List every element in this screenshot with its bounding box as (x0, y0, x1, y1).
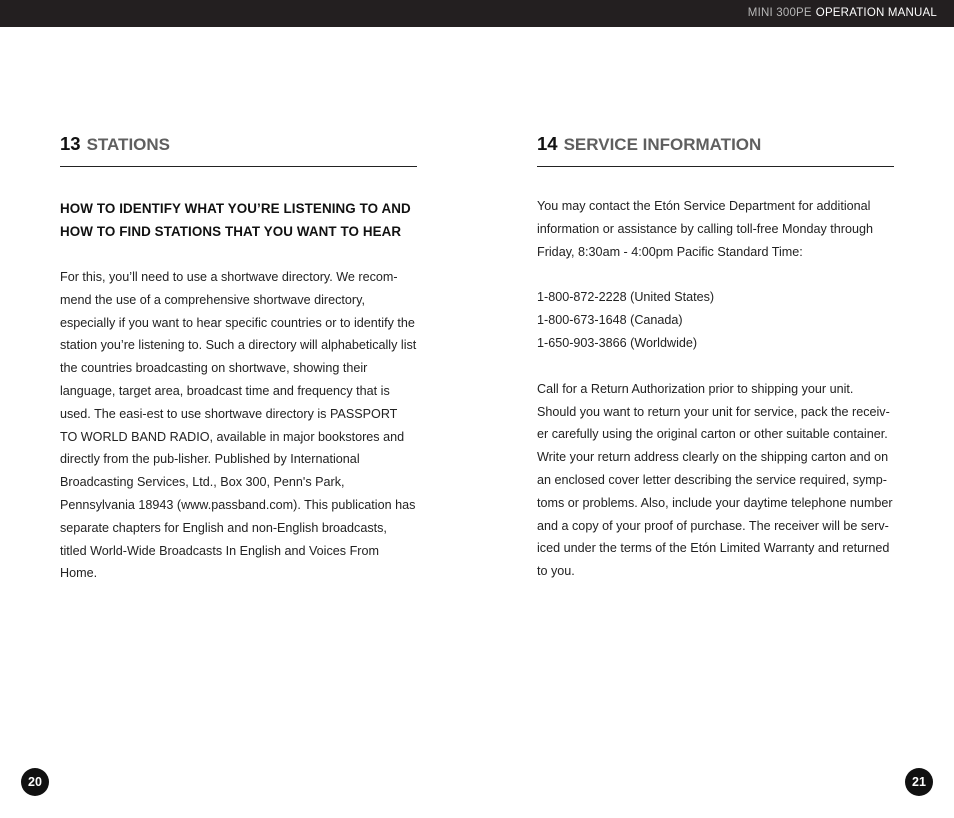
section-number: 14 (537, 133, 558, 154)
section-title: STATIONS (86, 135, 171, 154)
section-rule (60, 166, 417, 167)
section-number: 13 (60, 133, 81, 154)
phone-canada: 1-800-673-1648 (Canada) (537, 313, 683, 328)
page-number-left: 20 (21, 768, 49, 796)
body-paragraph: Call for a Return Authorization prior to shipping your unit. Should you want to return your unit for service, pack the receiv-er carefully using the original carton or other suitable container. Write your return address clearly on the shipping carton and on an enclosed cover letter describing the service required, symp-toms or problems. Also, include your daytime telephone number and a copy of your proof of purchase. The receiver will be serv-iced under the terms of the Etón Limited Warranty and returned to you. (537, 381, 893, 579)
header-text (748, 7, 937, 19)
subheading: HOW TO IDENTIFY WHAT YOU’RE LISTENING TO AND HOW TO FIND STATIONS THAT YOU WANT TO HEAR (60, 201, 411, 239)
phone-list (537, 286, 894, 354)
phone-worldwide: 1-650-903-3866 (Worldwide) (537, 335, 698, 350)
section-heading (537, 128, 894, 166)
running-header (0, 0, 954, 27)
model-name: MINI 300PE (747, 7, 812, 19)
section-service-information (537, 128, 894, 583)
section-title: SERVICE INFORMATION (563, 135, 762, 154)
manual-title: OPERATION MANUAL (815, 7, 937, 19)
page-number-right: 21 (905, 768, 933, 796)
section-heading (60, 128, 417, 166)
phone-us: 1-800-872-2228 (United States) (537, 290, 715, 305)
intro-paragraph: You may contact the Etón Service Department for additional information or assistance by calling toll-free Monday through Friday, 8:30am - 4:00pm Pacific Standard Time: (537, 199, 874, 259)
section-stations (60, 128, 417, 585)
section-rule (537, 166, 894, 167)
body-paragraph: For this, you’ll need to use a shortwave directory. We recom-mend the use of a comprehensive shortwave directory, especially if you want to hear specific countries or to identify the station you’re listening to. Such a directory will alphabetically list the countries broadcasting on shortwave, showing their language, target area, broadcast time and frequency that is used. The easi-est to use shortwave directory is PASSPORT TO WORLD BAND RADIO, available in major bookstores and directly from the pub-lisher. Published by International Broadcasting Services, Ltd., Box 300, Penn's Park, Pennsylvania 18943 (www.passband.com). This publication has separate chapters for English and non-English broadcasts, titled World-Wide Broadcasts In English and Voices From Home. (60, 270, 417, 581)
